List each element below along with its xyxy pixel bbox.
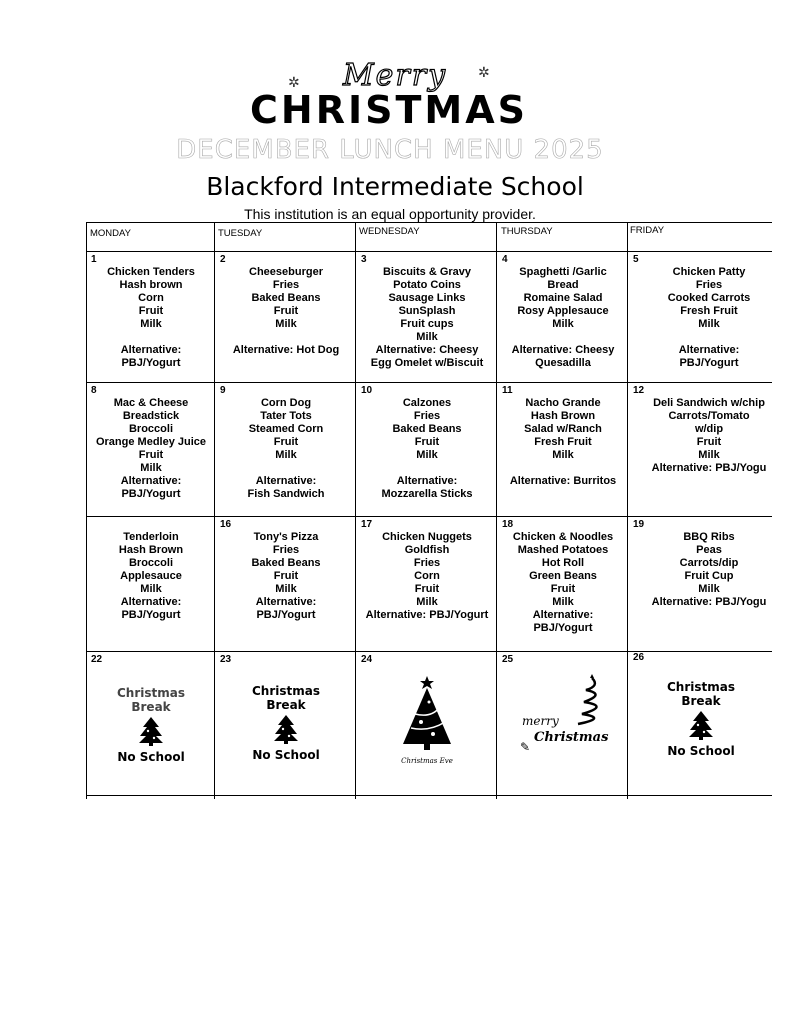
menu-items <box>639 531 779 609</box>
menu-item: Milk <box>552 318 574 330</box>
day-number: 11 <box>502 385 513 396</box>
menu-item: Mac & Cheese <box>113 397 189 409</box>
day-cell <box>357 252 497 382</box>
school-name: Blackford Intermediate School <box>206 172 584 201</box>
menu-item: Fruit <box>550 583 576 595</box>
day-cell <box>629 517 773 651</box>
menu-subtitle: DECEMBER LUNCH MENU 2025 <box>176 135 604 165</box>
menu-item: PBJ/Yogurt <box>256 609 316 621</box>
day-cell <box>357 652 497 795</box>
menu-item: Breadstick <box>122 410 180 422</box>
day-number: 17 <box>361 519 373 530</box>
menu-item: Fruit <box>138 305 164 317</box>
menu-item <box>498 462 628 475</box>
day-number: 25 <box>502 654 514 665</box>
menu-item: Mashed Potatoes <box>517 544 609 556</box>
menu-item: Alternative: <box>532 609 594 621</box>
menu-item: PBJ/Yogurt <box>121 488 181 500</box>
menu-items <box>498 531 628 635</box>
menu-item: Fruit <box>138 449 164 461</box>
menu-item: Milk <box>552 449 574 461</box>
menu-item: Deli Sandwich w/chip <box>653 397 765 409</box>
menu-item: Quesadilla <box>535 357 591 369</box>
day-number: 9 <box>220 385 226 396</box>
menu-item: Milk <box>552 596 574 608</box>
menu-item: Fries <box>695 279 723 291</box>
menu-items <box>639 266 779 370</box>
menu-item: Alternative: <box>120 344 182 356</box>
menu-item: Milk <box>698 318 720 330</box>
menu-item: Fruit <box>273 570 299 582</box>
menu-item: Calzones <box>402 397 452 409</box>
menu-items <box>357 266 497 370</box>
menu-item: Mozzarella Sticks <box>381 488 473 500</box>
menu-item: Broccoli <box>128 423 173 435</box>
menu-item: Goldfish <box>404 544 450 556</box>
menu-item: Baked Beans <box>251 557 321 569</box>
merry-title: Merry <box>342 58 448 93</box>
menu-item: Milk <box>416 331 438 343</box>
menu-item: Egg Omelet w/Biscuit <box>370 357 484 369</box>
snowflake-icon: ✲ <box>478 64 490 80</box>
day-header-wednesday: WEDNESDAY <box>359 226 420 237</box>
christmas-tree-icon <box>138 716 164 746</box>
menu-item: Alternative: <box>120 596 182 608</box>
menu-item: Spaghetti /Garlic <box>519 266 607 278</box>
menu-item: Potato Coins <box>393 279 461 291</box>
menu-item: Hot Roll <box>541 557 585 569</box>
no-school-label: No School <box>252 748 320 762</box>
day-number: 12 <box>633 385 645 396</box>
menu-item: w/dip <box>694 423 724 435</box>
day-number: 5 <box>633 254 639 265</box>
menu-item: Corn Dog <box>260 397 312 409</box>
menu-items <box>87 397 215 501</box>
menu-item: Fruit Cup <box>684 570 734 582</box>
break-label: Break <box>131 700 171 714</box>
menu-item: Chicken Nuggets <box>382 531 472 543</box>
menu-item: Milk <box>140 318 162 330</box>
menu-item: Fresh Fruit <box>534 436 592 448</box>
day-cell <box>498 252 628 382</box>
menu-item: PBJ/Yogurt <box>533 622 593 634</box>
menu-item: Biscuits & Gravy <box>382 266 472 278</box>
menu-item: Milk <box>698 583 720 595</box>
day-number: 19 <box>633 519 645 530</box>
menu-item: PBJ/Yogurt <box>121 609 181 621</box>
menu-items <box>357 397 497 501</box>
no-school-label: No School <box>117 750 185 764</box>
menu-item: Chicken Patty <box>672 266 746 278</box>
day-number: 2 <box>220 254 226 265</box>
menu-item <box>498 331 628 344</box>
menu-item: Alternative: <box>396 475 458 487</box>
menu-item: Fries <box>272 544 300 556</box>
menu-item: Orange Medley Juice <box>95 436 207 448</box>
snowflake-icon: ✲ <box>288 74 300 90</box>
menu-item: Carrots/Tomato <box>668 410 750 422</box>
menu-item: Fries <box>272 279 300 291</box>
menu-item: Milk <box>275 583 297 595</box>
break-label: Christmas <box>251 684 320 698</box>
menu-item: PBJ/Yogurt <box>679 357 739 369</box>
menu-item: Corn <box>414 570 440 582</box>
menu-item <box>357 462 497 475</box>
menu-item: Milk <box>275 449 297 461</box>
menu-item: Fruit <box>696 436 722 448</box>
menu-item: Milk <box>275 318 297 330</box>
day-number: 16 <box>220 519 232 530</box>
menu-items <box>498 266 628 370</box>
day-cell <box>629 252 773 382</box>
day-number: 23 <box>220 654 232 665</box>
day-number: 1 <box>91 254 97 265</box>
day-cell <box>629 383 773 516</box>
menu-item: Nacho Grande <box>525 397 601 409</box>
day-number: 10 <box>361 385 373 396</box>
menu-item: Hash brown <box>119 279 183 291</box>
ornament-icon: ✎ <box>520 740 531 754</box>
menu-item: Tony's Pizza <box>253 531 319 543</box>
day-cell <box>87 383 215 516</box>
menu-item: Tater Tots <box>260 410 312 422</box>
equal-opportunity-notice: This institution is an equal opportunity provider. <box>244 206 536 222</box>
day-number: 26 <box>633 652 645 663</box>
menu-items <box>639 397 779 475</box>
menu-item: Hash Brown <box>530 410 596 422</box>
menu-item: Corn <box>138 292 164 304</box>
break-label: Break <box>266 698 306 712</box>
break-label: Christmas <box>116 686 185 700</box>
menu-item: Cooked Carrots <box>667 292 751 304</box>
menu-item: Alternative: PBJ/Yogurt <box>365 609 489 621</box>
menu-item: Fish Sandwich <box>247 488 325 500</box>
day-number: 4 <box>502 254 508 265</box>
day-cell <box>629 652 773 795</box>
day-number: 24 <box>361 654 373 665</box>
merry-script: merry <box>522 714 559 728</box>
menu-item: Fresh Fruit <box>680 305 738 317</box>
menu-items <box>87 266 215 370</box>
christmas-tree-icon <box>688 710 714 740</box>
menu-item: Fruit <box>414 436 440 448</box>
menu-item: Milk <box>140 583 162 595</box>
menu-item: Peas <box>696 544 722 556</box>
menu-item: Alternative: PBJ/Yogu <box>651 462 767 474</box>
menu-items <box>87 531 215 622</box>
menu-item: Hash Brown <box>118 544 184 556</box>
menu-item <box>216 331 356 344</box>
menu-item: Alternative: PBJ/Yogu <box>651 596 767 608</box>
menu-item: Alternative: Cheesy <box>375 344 479 356</box>
day-cell <box>216 383 356 516</box>
menu-item: Carrots/dip <box>679 557 739 569</box>
christmas-eve-script: Christmas Eve <box>401 757 453 765</box>
menu-item: Milk <box>698 449 720 461</box>
day-number: 22 <box>91 654 103 665</box>
day-cell <box>216 517 356 651</box>
menu-item: Cheeseburger <box>249 266 323 278</box>
menu-items <box>216 397 356 501</box>
day-header-monday: MONDAY <box>90 228 131 239</box>
day-cell <box>357 383 497 516</box>
menu-item: Fruit cups <box>400 318 454 330</box>
menu-item: Chicken & Noodles <box>512 531 614 543</box>
menu-item: Alternative: <box>120 475 182 487</box>
day-number: 18 <box>502 519 514 530</box>
menu-calendar <box>86 222 772 799</box>
menu-items <box>357 531 497 622</box>
menu-items <box>216 266 356 357</box>
day-number: 3 <box>361 254 367 265</box>
day-header-friday: FRIDAY <box>630 225 665 236</box>
menu-item <box>87 331 215 344</box>
day-cell <box>87 517 215 651</box>
christmas-script: Christmas <box>534 730 609 745</box>
menu-item: Chicken Tenders <box>107 266 195 278</box>
menu-item: Rosy Applesauce <box>517 305 609 317</box>
day-number: 8 <box>91 385 97 396</box>
menu-item: Milk <box>416 596 438 608</box>
menu-items <box>216 531 356 622</box>
menu-item: Green Beans <box>529 570 597 582</box>
menu-item <box>639 331 779 344</box>
menu-item: Broccoli <box>128 557 173 569</box>
menu-item: Fruit <box>273 305 299 317</box>
menu-item: Milk <box>416 449 438 461</box>
menu-item: SunSplash <box>398 305 456 317</box>
christmas-tree-icon <box>273 714 299 744</box>
menu-item: Steamed Corn <box>248 423 324 435</box>
christmas-tree-icon <box>572 674 612 726</box>
day-header-thursday: THURSDAY <box>501 226 553 237</box>
menu-item: Alternative: Hot Dog <box>232 344 340 356</box>
menu-item: Milk <box>140 462 162 474</box>
no-school-label: No School <box>667 744 735 758</box>
menu-item: Tenderloin <box>123 531 179 543</box>
menu-item: Baked Beans <box>251 292 321 304</box>
day-cell <box>357 517 497 651</box>
menu-item: Fruit <box>273 436 299 448</box>
menu-item: Alternative: <box>255 596 317 608</box>
day-cell <box>498 517 628 651</box>
day-cell <box>216 252 356 382</box>
break-label: Break <box>681 694 721 708</box>
menu-item: Salad w/Ranch <box>524 423 602 435</box>
break-label: Christmas <box>666 680 735 694</box>
day-cell <box>87 252 215 382</box>
menu-items <box>498 397 628 488</box>
christmas-tree-icon <box>401 674 453 754</box>
menu-item: BBQ Ribs <box>683 531 735 543</box>
menu-item: Romaine Salad <box>523 292 603 304</box>
menu-item: Fruit <box>414 583 440 595</box>
day-cell <box>216 652 356 795</box>
day-cell <box>498 383 628 516</box>
day-cell <box>498 652 628 795</box>
menu-item: Sausage Links <box>388 292 466 304</box>
menu-item: Fries <box>413 410 441 422</box>
menu-item: Bread <box>547 279 579 291</box>
day-cell <box>87 652 215 795</box>
menu-item: Baked Beans <box>392 423 462 435</box>
day-header-tuesday: TUESDAY <box>218 228 263 239</box>
menu-item: Fries <box>413 557 441 569</box>
menu-item: Alternative: <box>255 475 317 487</box>
menu-item <box>216 462 356 475</box>
menu-item: Alternative: Burritos <box>509 475 617 487</box>
christmas-title: CHRISTMAS <box>250 88 528 132</box>
menu-item: PBJ/Yogurt <box>121 357 181 369</box>
menu-item: Alternative: <box>678 344 740 356</box>
menu-item: Alternative: Cheesy <box>511 344 615 356</box>
menu-item: Applesauce <box>120 570 182 582</box>
